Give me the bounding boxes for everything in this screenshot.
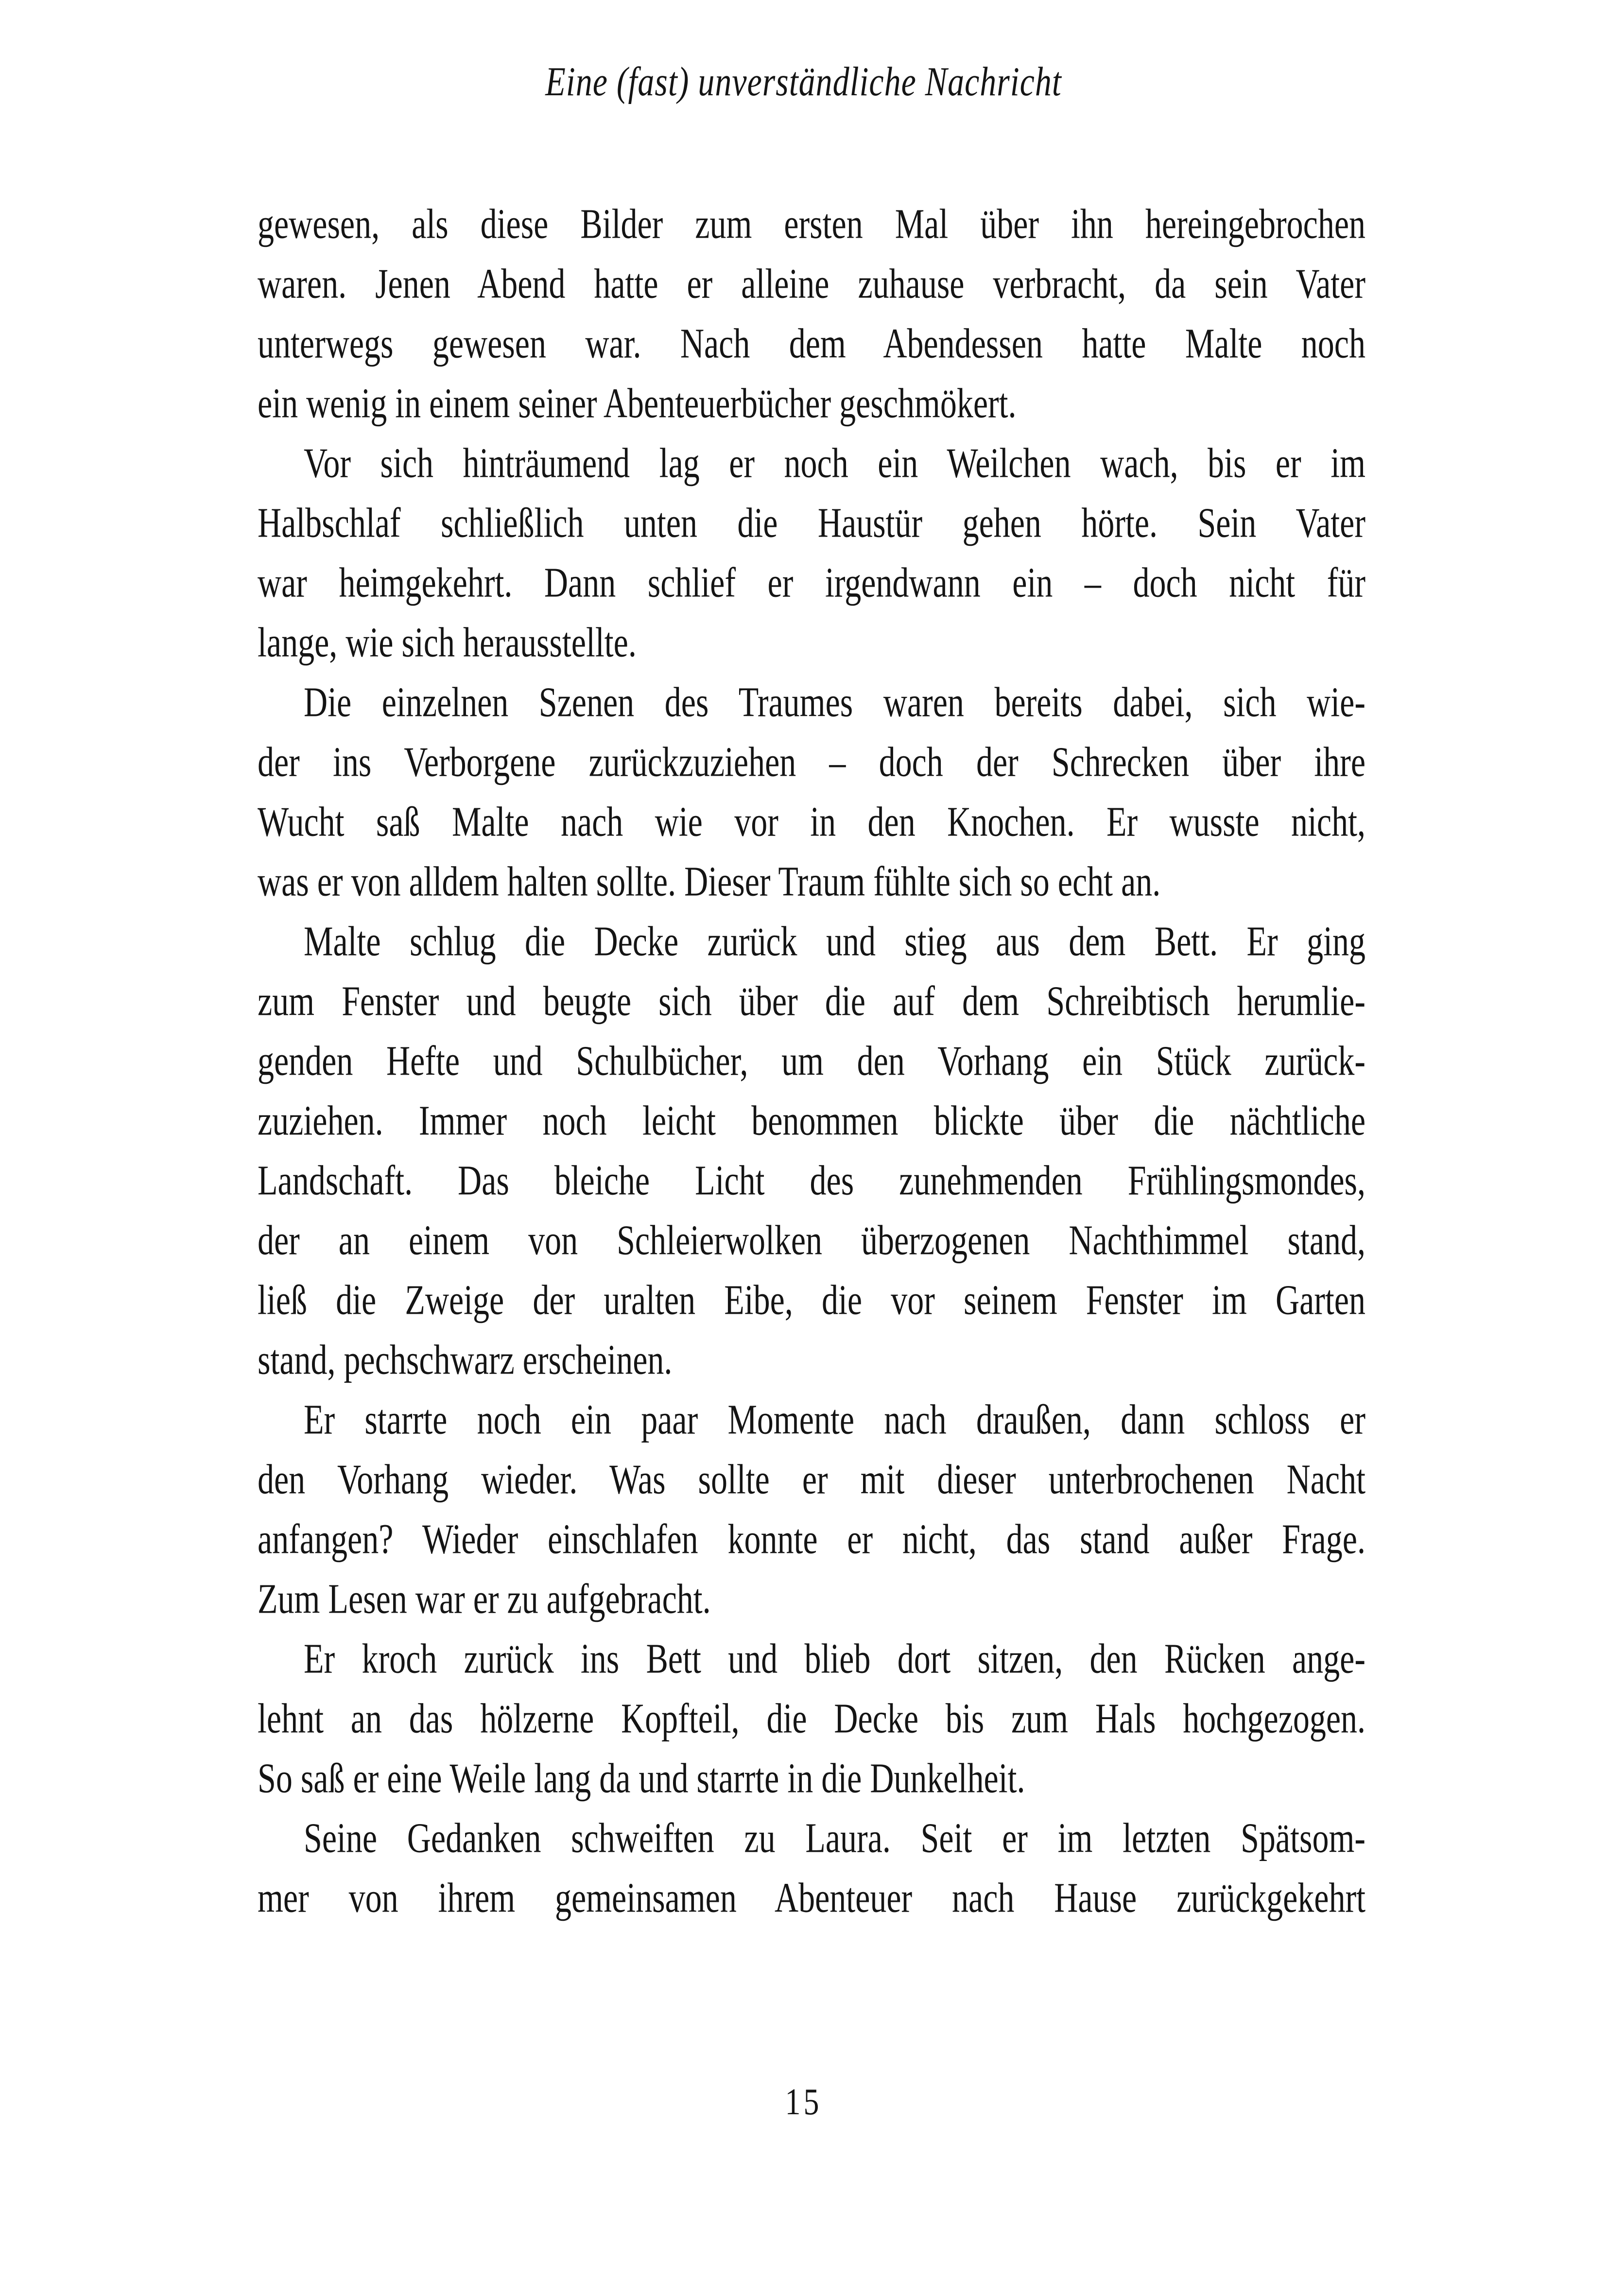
text-line: Seine Gedanken schweiften zu Laura. Seit er im letzten Spätsom-: [304, 1814, 1365, 1861]
text-line: Vor sich hinträumend lag er noch ein Weilchen wach, bis er im: [304, 439, 1365, 487]
text-line: ein wenig in einem seiner Abenteuerbücher geschmökert.: [258, 379, 1017, 427]
text-line: waren. Jenen Abend hatte er alleine zuhause verbracht, da sein Vater: [258, 260, 1365, 307]
text-line: zuziehen. Immer noch leicht benommen blickte über die nächtliche: [258, 1096, 1365, 1144]
body-text: [258, 194, 1365, 1928]
text-line: unterwegs gewesen war. Nach dem Abendessen hatte Malte noch: [258, 319, 1365, 367]
running-header: Eine (fast) unverständliche Nachricht: [545, 58, 1062, 104]
text-line: Er kroch zurück ins Bett und blieb dort sitzen, den Rücken ange-: [304, 1635, 1365, 1682]
text-line: lehnt an das hölzerne Kopfteil, die Decke bis zum Hals hochgezogen.: [258, 1694, 1365, 1742]
page-number: 15: [785, 2081, 822, 2122]
text-line: So saß er eine Weile lang da und starrte in die Dunkelheit.: [258, 1754, 1025, 1802]
text-line: stand, pechschwarz erscheinen.: [258, 1336, 673, 1383]
text-line: Malte schlug die Decke zurück und stieg aus dem Bett. Er ging: [304, 917, 1365, 965]
text-line: anfangen? Wieder einschlafen konnte er nicht, das stand außer Frage.: [258, 1515, 1365, 1563]
text-line: den Vorhang wieder. Was sollte er mit dieser unterbrochenen Nacht: [258, 1455, 1365, 1503]
text-line: der ins Verborgene zurückzuziehen – doch der Schrecken über ihre: [258, 738, 1365, 785]
text-line: gewesen, als diese Bilder zum ersten Mal über ihn hereingebrochen: [258, 200, 1365, 247]
text-line: Wucht saß Malte nach wie vor in den Knochen. Er wusste nicht,: [258, 798, 1365, 845]
text-line: Landschaft. Das bleiche Licht des zunehmenden Frühlingsmondes,: [258, 1156, 1365, 1204]
text-line: Die einzelnen Szenen des Traumes waren bereits dabei, sich wie-: [304, 678, 1365, 726]
text-line: was er von alldem halten sollte. Dieser Traum fühlte sich so echt an.: [258, 857, 1161, 905]
text-line: der an einem von Schleierwolken überzogenen Nachthimmel stand,: [258, 1216, 1365, 1264]
text-line: Er starrte noch ein paar Momente nach draußen, dann schloss er: [304, 1395, 1365, 1443]
text-line: genden Hefte und Schulbücher, um den Vorhang ein Stück zurück-: [258, 1037, 1365, 1084]
text-line: Zum Lesen war er zu aufgebracht.: [258, 1575, 711, 1622]
text-line: mer von ihrem gemeinsamen Abenteuer nach Hause zurückgekehrt: [258, 1874, 1365, 1921]
text-line: ließ die Zweige der uralten Eibe, die vor seinem Fenster im Garten: [258, 1276, 1365, 1323]
text-line: Halbschlaf schließlich unten die Haustür gehen hörte. Sein Vater: [258, 499, 1365, 546]
text-line: lange, wie sich herausstellte.: [258, 618, 637, 666]
text-line: war heimgekehrt. Dann schlief er irgendwann ein – doch nicht für: [258, 558, 1365, 606]
text-line: zum Fenster und beugte sich über die auf dem Schreibtisch herumlie-: [258, 977, 1365, 1025]
